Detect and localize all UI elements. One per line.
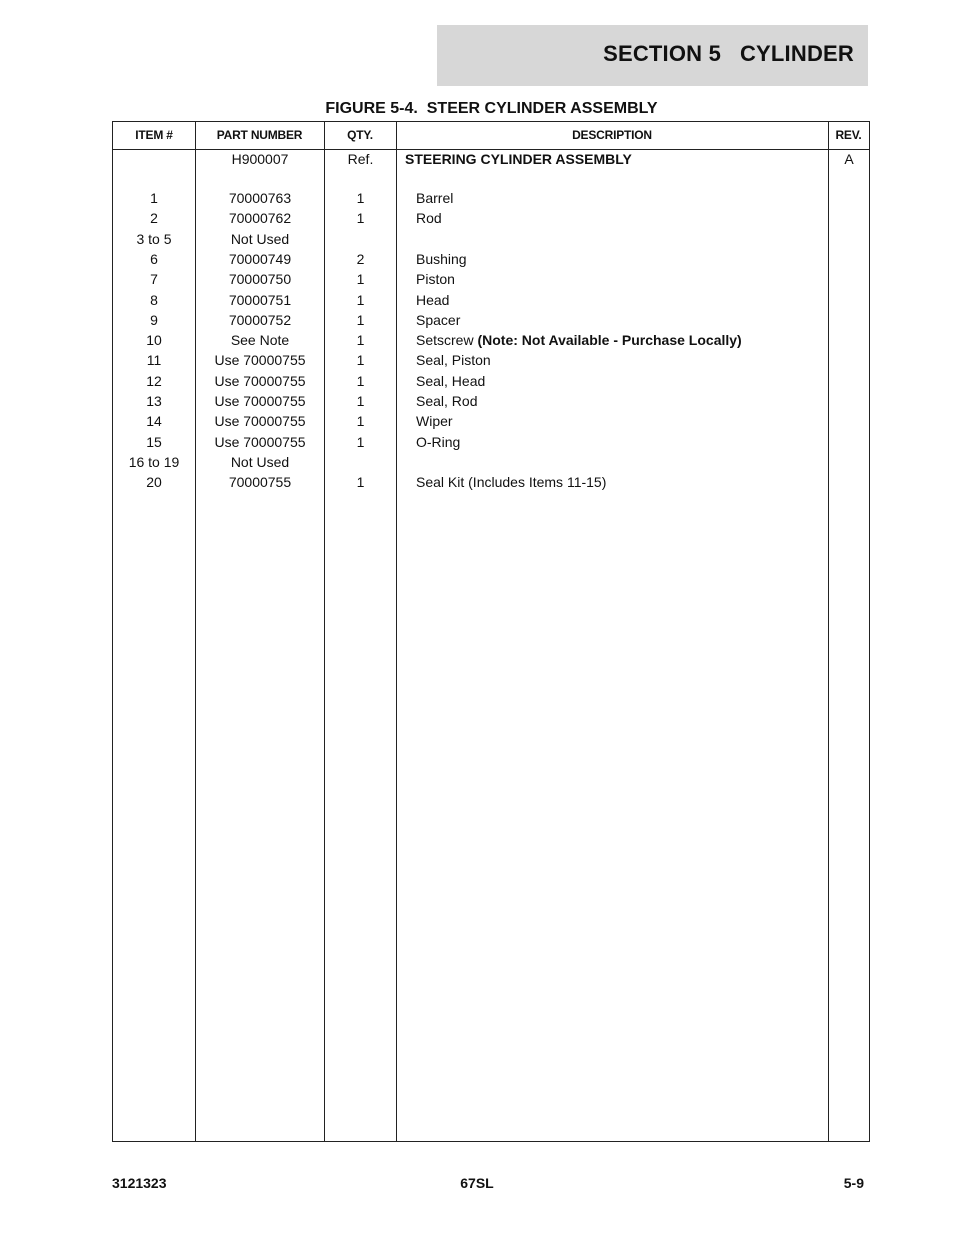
header-description: DESCRIPTION	[572, 128, 652, 142]
table-row	[113, 229, 869, 249]
figure-title: FIGURE 5-4. STEER CYLINDER ASSEMBLY	[325, 100, 658, 117]
quantity: 1	[356, 352, 365, 369]
item-number: 20	[146, 474, 162, 491]
table-row	[113, 310, 869, 330]
item-number: 14	[146, 413, 162, 430]
quantity: 1	[356, 271, 365, 288]
header-qty: QTY.	[347, 128, 373, 142]
part-number: 70000749	[228, 250, 292, 267]
item-number: 1	[150, 190, 158, 206]
part-number: Use 70000755	[214, 372, 306, 389]
header-rev: REV.	[835, 128, 862, 142]
description-text: Seal, Piston	[416, 352, 491, 369]
description	[416, 208, 826, 228]
table-row	[113, 208, 869, 228]
part-number: 70000750	[228, 271, 292, 288]
item-number: 10	[146, 332, 162, 349]
item-number: 9	[150, 311, 158, 328]
part-number: Not Used	[230, 453, 290, 470]
description-text: Barrel	[416, 190, 454, 206]
item-number: 12	[146, 372, 162, 389]
part-number: Not Used	[230, 230, 290, 247]
section-header	[437, 25, 868, 86]
table-row	[113, 452, 869, 472]
description-text: Bushing	[416, 250, 467, 267]
item-number: 7	[150, 271, 158, 288]
part-number: Use 70000755	[214, 352, 306, 369]
item-number: 13	[146, 393, 162, 409]
item-number: 11	[146, 352, 162, 369]
table-row	[113, 269, 869, 289]
description-text: Wiper	[416, 413, 453, 430]
description-text: Head	[416, 291, 450, 308]
assembly-rev: A	[844, 151, 854, 167]
part-number: Use 70000755	[214, 433, 306, 450]
description	[416, 391, 826, 411]
description-text: Seal, Head	[416, 372, 486, 389]
quantity: 1	[356, 332, 365, 349]
parts-table	[112, 121, 870, 1142]
description-text: Piston	[416, 271, 455, 288]
part-number: 70000762	[228, 210, 292, 227]
description	[416, 472, 826, 492]
assembly-qty: Ref.	[347, 151, 374, 167]
table-row	[113, 371, 869, 391]
quantity: 1	[356, 210, 365, 227]
quantity: 1	[356, 433, 365, 450]
description-text: Setscrew	[416, 332, 474, 349]
table-row	[113, 249, 869, 269]
description-note: (Note: Not Available - Purchase Locally)	[477, 332, 742, 349]
assembly-description: STEERING CYLINDER ASSEMBLY	[405, 151, 632, 167]
item-number: 2	[150, 210, 158, 227]
description-text: Spacer	[416, 311, 461, 328]
quantity: 1	[356, 291, 365, 308]
table-row	[113, 350, 869, 370]
description	[416, 310, 826, 330]
quantity: 1	[356, 311, 365, 328]
header-item: ITEM #	[135, 128, 173, 142]
quantity	[325, 229, 396, 249]
description	[416, 371, 826, 391]
description	[416, 290, 826, 310]
model-name: 67SL	[460, 1175, 494, 1191]
item-number: 8	[150, 291, 158, 308]
description	[416, 249, 826, 269]
item-number: 16 to 19	[128, 453, 180, 470]
part-number: Use 70000755	[214, 413, 306, 430]
doc-number: 3121323	[112, 1175, 167, 1191]
assembly-row	[113, 149, 869, 169]
item-number: 3 to 5	[136, 230, 172, 247]
part-number: Use 70000755	[214, 393, 306, 409]
description	[416, 269, 826, 289]
description	[416, 330, 826, 350]
description	[416, 411, 826, 431]
part-number: 70000755	[228, 474, 292, 491]
quantity: 1	[356, 413, 365, 430]
description	[416, 350, 826, 370]
table-row	[113, 188, 869, 208]
quantity: 1	[356, 372, 365, 389]
table-row	[113, 290, 869, 310]
part-number: 70000751	[228, 291, 292, 308]
description-text: O-Ring	[416, 433, 461, 450]
item-number: 15	[146, 433, 162, 450]
table-row	[113, 391, 869, 411]
page-number: 5-9	[843, 1175, 864, 1191]
quantity: 1	[356, 474, 365, 491]
assembly-part-number: H900007	[231, 151, 289, 167]
quantity: 2	[356, 250, 365, 267]
part-number: See Note	[230, 332, 290, 349]
description	[416, 452, 826, 472]
table-row	[113, 472, 869, 492]
table-row	[113, 330, 869, 350]
item-number: 6	[150, 250, 158, 267]
quantity: 1	[356, 190, 365, 206]
description	[416, 432, 826, 452]
description-text: Seal Kit (Includes Items 11-15)	[416, 474, 607, 491]
table-row	[113, 432, 869, 452]
description	[416, 229, 826, 249]
part-number: 70000763	[228, 190, 292, 206]
quantity	[325, 452, 396, 472]
description-text: Seal, Rod	[416, 393, 478, 409]
part-number: 70000752	[228, 311, 292, 328]
table-row	[113, 411, 869, 431]
description	[416, 188, 826, 208]
header-part-number: PART NUMBER	[216, 128, 303, 142]
description-text: Rod	[416, 210, 442, 227]
quantity: 1	[356, 393, 365, 409]
section-title: SECTION 5 CYLINDER	[603, 41, 854, 66]
